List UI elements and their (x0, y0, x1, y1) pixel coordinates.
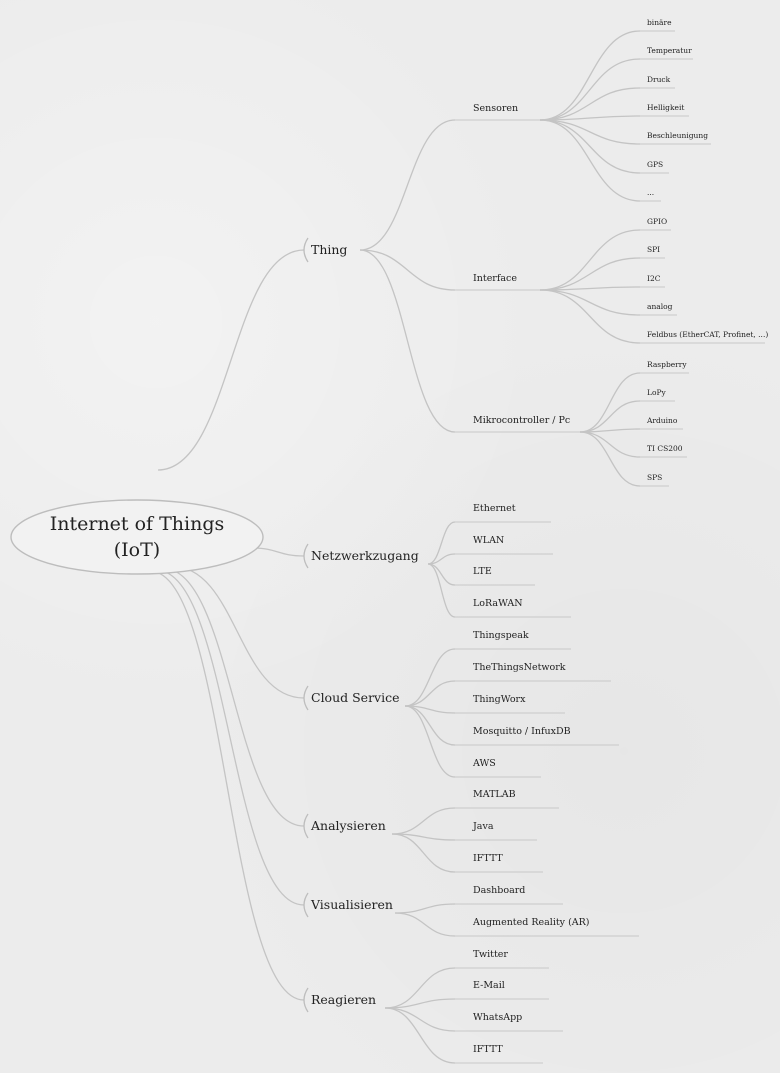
connector-interface-gpio (540, 230, 640, 290)
connector-cloud-service-aws (405, 706, 455, 777)
leaf-analysieren-java[interactable]: Java (473, 821, 494, 832)
connector-netzwerkzugang-ethernet (428, 522, 455, 564)
leaf-sensoren-gps[interactable]: GPS (647, 160, 664, 169)
leaf-mikrocontroller-pc-ti-cs200[interactable]: TI CS200 (647, 444, 683, 453)
leaf-mikrocontroller-pc-arduino[interactable]: Arduino (647, 416, 678, 425)
connector-visualisieren-augmented-reality-ar (395, 913, 455, 936)
connector-interface-feldbus-ethercat-profinet (540, 290, 640, 343)
connector-mikrocontroller-pc-sps (580, 432, 640, 486)
root-title-line2: (IoT) (113, 539, 161, 561)
leaf-reagieren-whatsapp[interactable]: WhatsApp (473, 1012, 523, 1023)
leaf-cloud-service-aws[interactable]: AWS (473, 758, 496, 769)
connector-sensoren-binäre (540, 31, 640, 120)
leaf-interface-gpio[interactable]: GPIO (647, 217, 668, 226)
connector-root-thing (158, 250, 304, 470)
bracket-visualisieren (304, 893, 308, 917)
leaf-visualisieren-augmented-reality-ar[interactable]: Augmented Reality (AR) (473, 917, 590, 928)
leaf-interface-i2c[interactable]: I2C (647, 274, 661, 283)
leaf-interface-analog[interactable]: analog (647, 302, 673, 311)
leaf-analysieren-ifttt[interactable]: IFTTT (473, 853, 503, 864)
connector-reagieren-ifttt (385, 1008, 455, 1063)
branch-cloud-service[interactable]: Cloud Service (311, 690, 400, 705)
leaf-mikrocontroller-pc-raspberry[interactable]: Raspberry (647, 360, 687, 369)
leaf-netzwerkzugang-lte[interactable]: LTE (473, 566, 492, 577)
connector-cloud-service-thingspeak (405, 649, 455, 706)
connector-visualisieren-dashboard (395, 904, 455, 913)
leaf-cloud-service-mosquitto-infuxdb[interactable]: Mosquitto / InfuxDB (473, 726, 571, 737)
connector-sensoren-druck (540, 88, 640, 120)
leaf-netzwerkzugang-lorawan[interactable]: LoRaWAN (473, 598, 523, 609)
branch-reagieren[interactable]: Reagieren (311, 992, 377, 1007)
leaf-sensoren-druck[interactable]: Druck (647, 75, 671, 84)
leaf-sensoren-helligkeit[interactable]: Helligkeit (647, 103, 685, 112)
connector-reagieren-twitter (385, 968, 455, 1008)
sub-branch-interface[interactable]: Interface (473, 273, 517, 284)
connector-thing-sensoren (360, 120, 455, 250)
leaf-interface-feldbus-ethercat-profinet[interactable]: Feldbus (EtherCAT, Profinet, ...) (647, 330, 769, 339)
connector-thing-mikrocontroller-pc (360, 250, 455, 432)
connector-sensoren-beschleunigung (540, 120, 640, 144)
connector-mikrocontroller-pc-lopy (580, 401, 640, 432)
leaf-reagieren-ifttt[interactable]: IFTTT (473, 1044, 503, 1055)
connector-netzwerkzugang-lte (428, 564, 455, 585)
leaf-sensoren-temperatur[interactable]: Temperatur (647, 46, 692, 55)
branch-analysieren[interactable]: Analysieren (311, 818, 386, 833)
sub-branch-sensoren[interactable]: Sensoren (473, 103, 519, 114)
root-ellipse (11, 500, 263, 574)
connector-cloud-service-mosquitto-infuxdb (405, 706, 455, 745)
leaf-mikrocontroller-pc-lopy[interactable]: LoPy (647, 388, 666, 397)
connector-netzwerkzugang-lorawan (428, 564, 455, 617)
connector-cloud-service-thethingsnetwork (405, 681, 455, 706)
leaf-sensoren-binäre[interactable]: binäre (647, 18, 672, 27)
connector-root-analysieren (162, 568, 304, 826)
bracket-analysieren (304, 814, 308, 838)
bracket-thing (304, 238, 308, 262)
root-node[interactable] (11, 500, 263, 574)
leaf-cloud-service-thethingsnetwork[interactable]: TheThingsNetwork (473, 662, 566, 673)
leaf-mikrocontroller-pc-sps[interactable]: SPS (647, 473, 663, 482)
connector-sensoren-gps (540, 120, 640, 173)
connector-interface-analog (540, 290, 640, 315)
leaf-reagieren-e-mail[interactable]: E-Mail (473, 980, 505, 991)
connector-mikrocontroller-pc-ti-cs200 (580, 432, 640, 457)
connector-root-visualisieren (156, 570, 304, 905)
bracket-reagieren (304, 988, 308, 1012)
branch-netzwerkzugang[interactable]: Netzwerkzugang (311, 548, 419, 563)
leaf-cloud-service-thingspeak[interactable]: Thingspeak (473, 630, 529, 641)
leaf-sensoren-beschleunigung[interactable]: Beschleunigung (647, 131, 708, 140)
leaf-netzwerkzugang-ethernet[interactable]: Ethernet (473, 503, 516, 514)
leaf-netzwerkzugang-wlan[interactable]: WLAN (473, 535, 505, 546)
connector-root-reagieren (150, 571, 304, 1000)
connector-reagieren-whatsapp (385, 1008, 455, 1031)
leaf-interface-spi[interactable]: SPI (647, 245, 661, 254)
leaf-cloud-service-thingworx[interactable]: ThingWorx (473, 694, 526, 705)
connector-analysieren-matlab (392, 808, 455, 834)
leaf-visualisieren-dashboard[interactable]: Dashboard (473, 885, 526, 896)
branch-thing[interactable]: Thing (311, 242, 348, 257)
branch-visualisieren[interactable]: Visualisieren (311, 897, 393, 912)
leaf-sensoren-item[interactable]: ... (647, 188, 655, 197)
bracket-cloud-service (304, 686, 308, 710)
connector-interface-spi (540, 258, 640, 290)
leaf-reagieren-twitter[interactable]: Twitter (473, 949, 508, 960)
connector-root-netzwerkzugang (252, 548, 304, 556)
leaf-analysieren-matlab[interactable]: MATLAB (473, 789, 516, 800)
sub-branch-mikrocontroller-pc[interactable]: Mikrocontroller / Pc (473, 415, 571, 426)
root-title-line1: Internet of Things (49, 513, 225, 535)
bracket-netzwerkzugang (304, 544, 308, 568)
